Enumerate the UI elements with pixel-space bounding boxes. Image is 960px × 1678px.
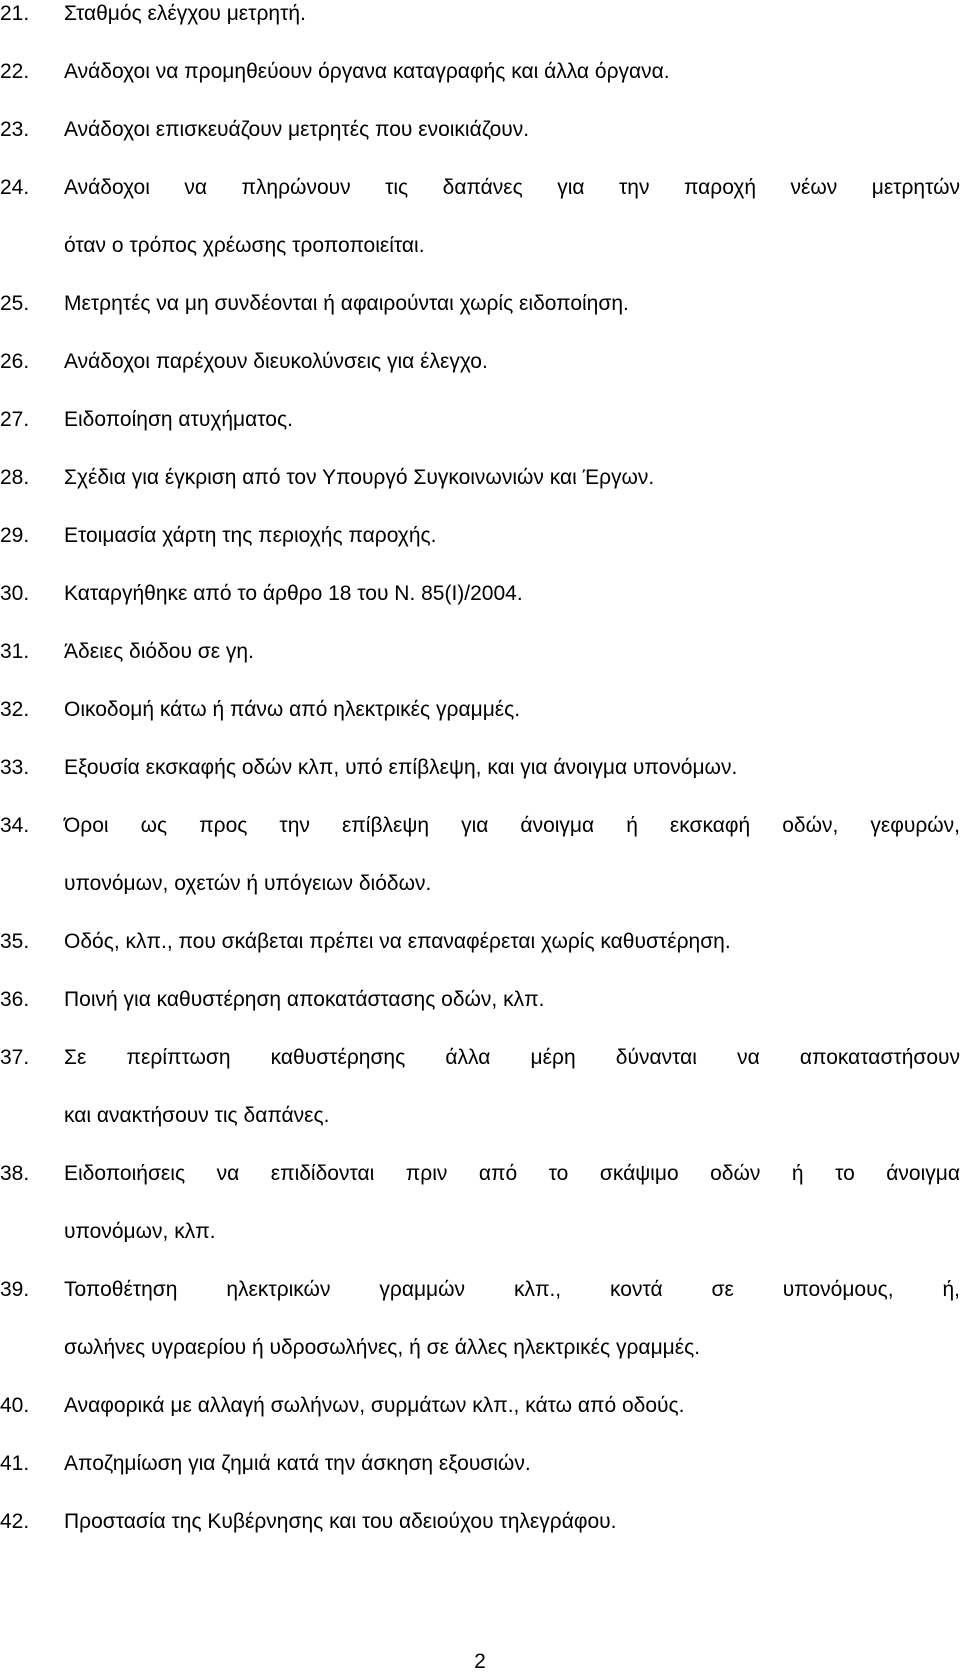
item-text: Άδειες διόδου σε γη. (64, 640, 254, 663)
item-text: Ετοιμασία χάρτη της περιοχής παροχής. (64, 524, 437, 547)
item-number: 34. (0, 814, 30, 837)
item-number: 37. (0, 1046, 30, 1069)
item-text: Όροι ως προς την επίβλεψη για άνοιγμα ή εκσκαφή οδών, γεφυρών, (64, 814, 960, 837)
item-number: 35. (0, 930, 30, 953)
item-text-continuation: σωλήνες υγραερίου ή υδροσωλήνες, ή σε άλλες ηλεκτρικές γραμμές. (64, 1336, 701, 1359)
item-text: Αναφορικά με αλλαγή σωλήνων, συρμάτων κλπ., κάτω από οδούς. (64, 1394, 685, 1417)
item-number: 27. (0, 408, 30, 431)
item-text: Εξουσία εκσκαφής οδών κλπ, υπό επίβλεψη, και για άνοιγμα υπονόμων. (64, 756, 738, 779)
item-number: 31. (0, 640, 30, 663)
item-number: 42. (0, 1510, 30, 1533)
item-text: Ειδοποίηση ατυχήματος. (64, 408, 293, 431)
item-number: 38. (0, 1162, 30, 1185)
item-number: 24. (0, 176, 30, 199)
item-number: 21. (0, 2, 30, 25)
item-text: Οικοδομή κάτω ή πάνω από ηλεκτρικές γραμμές. (64, 698, 521, 721)
item-text-continuation: και ανακτήσουν τις δαπάνες. (64, 1104, 330, 1127)
item-number: 25. (0, 292, 30, 315)
item-text: Σχέδια για έγκριση από τον Υπουργό Συγκοινωνιών και Έργων. (64, 466, 655, 489)
item-text: Καταργήθηκε από το άρθρο 18 του Ν. 85(Ι)/2004. (64, 582, 523, 605)
item-number: 30. (0, 582, 30, 605)
item-text: Αποζημίωση για ζημιά κατά την άσκηση εξουσιών. (64, 1452, 531, 1475)
item-text: Τοποθέτηση ηλεκτρικών γραμμών κλπ., κοντά σε υπονόμους, ή, (64, 1278, 960, 1301)
item-number: 32. (0, 698, 30, 721)
page-number: 2 (474, 1650, 486, 1673)
item-number: 23. (0, 118, 30, 141)
item-number: 26. (0, 350, 30, 373)
item-number: 28. (0, 466, 30, 489)
item-text: Μετρητές να μη συνδέονται ή αφαιρούνται χωρίς ειδοποίηση. (64, 292, 629, 315)
item-text: Ανάδοχοι παρέχουν διευκολύνσεις για έλεγχο. (64, 350, 488, 373)
item-text: Σε περίπτωση καθυστέρησης άλλα μέρη δύνανται να αποκαταστήσουν (64, 1046, 960, 1069)
item-text-continuation: υπονόμων, οχετών ή υπόγειων διόδων. (64, 872, 432, 895)
item-number: 33. (0, 756, 30, 779)
item-text: Ανάδοχοι επισκευάζουν μετρητές που ενοικιάζουν. (64, 118, 530, 141)
item-text-continuation: όταν ο τρόπος χρέωσης τροποποιείται. (64, 234, 425, 257)
item-number: 40. (0, 1394, 30, 1417)
item-text: Σταθμός ελέγχου μετρητή. (64, 2, 306, 25)
item-number: 22. (0, 60, 30, 83)
item-text: Ανάδοχοι να προμηθεύουν όργανα καταγραφής και άλλα όργανα. (64, 60, 670, 83)
item-number: 36. (0, 988, 30, 1011)
item-number: 29. (0, 524, 30, 547)
item-text: Προστασία της Κυβέρνησης και του αδειούχου τηλεγράφου. (64, 1510, 617, 1533)
item-text: Οδός, κλπ., που σκάβεται πρέπει να επαναφέρεται χωρίς καθυστέρηση. (64, 930, 731, 953)
item-number: 39. (0, 1278, 30, 1301)
item-text: Ειδοποιήσεις να επιδίδονται πριν από το σκάψιμο οδών ή το άνοιγμα (64, 1162, 960, 1185)
item-text: Ανάδοχοι να πληρώνουν τις δαπάνες για την παροχή νέων μετρητών (64, 176, 960, 199)
item-text-continuation: υπονόμων, κλπ. (64, 1220, 216, 1243)
item-text: Ποινή για καθυστέρηση αποκατάστασης οδών, κλπ. (64, 988, 545, 1011)
item-number: 41. (0, 1452, 30, 1475)
